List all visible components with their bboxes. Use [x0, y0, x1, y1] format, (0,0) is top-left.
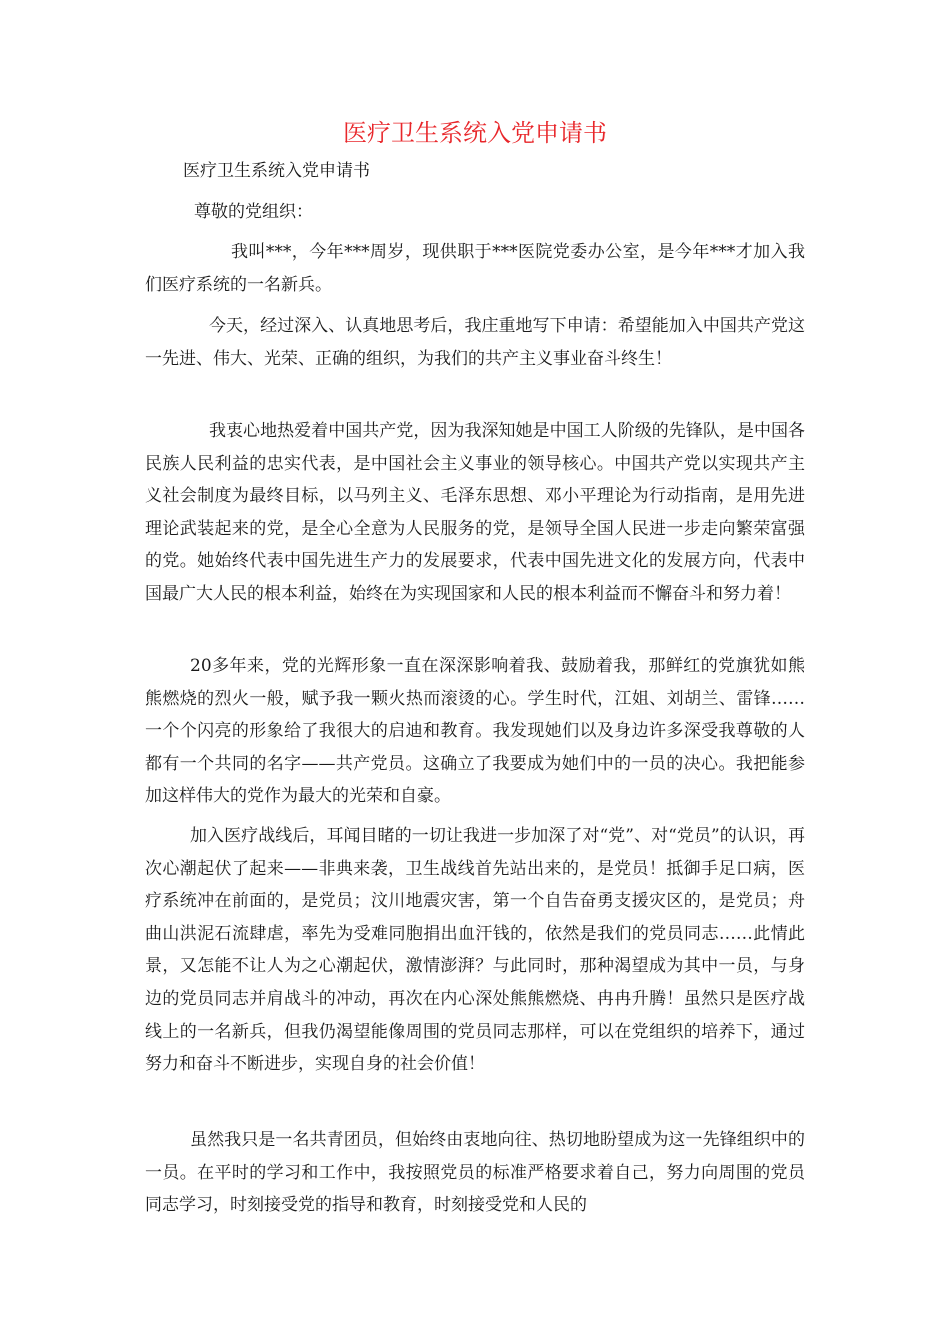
- paragraph-5: 加入医疗战线后，耳闻目睹的一切让我进一步加深了对“党”、对“党员”的认识，再次心潮起伏了起来——非典来袭，卫生战线首先站出来的，是党员！抵御手足口病，医疗系统冲在前面的，是党员；汶川地震灾害，第一个自告奋勇支援灾区的，是党员；舟曲山洪泥石流肆虐，率先为受难同胞捐出血汗钱的，依然是我们的党员同志……此情此景，又怎能不让人为之心潮起伏，激情澎湃？与此同时，那种渴望成为其中一员，与身边的党员同志并肩战斗的冲动，再次在内心深处熊熊燃烧、冉冉升腾！虽然只是医疗战线上的一名新兵，但我仍渴望能像周围的党员同志那样，可以在党组织的培养下，通过努力和奋斗不断进步，实现自身的社会价值！: [145, 826, 805, 1075]
- document-title: 医疗卫生系统入党申请书: [343, 119, 607, 147]
- paragraph-6: 虽然我只是一名共青团员，但始终由衷地向往、热切地盼望成为这一先锋组织中的一员。在平时的学习和工作中，我按照党员的标准严格要求着自己，努力向周围的党员同志学习，时刻接受党的指导和教育，时刻接受党和人民的: [145, 1130, 805, 1216]
- salutation: 尊敬的党组织：: [194, 202, 313, 222]
- paragraph-1: 我叫***，今年***周岁，现供职于***医院党委办公室，是今年***才加入我们医疗系统的一名新兵。: [145, 242, 805, 295]
- paragraph-3: 我衷心地热爱着中国共产党，因为我深知她是中国工人阶级的先锋队，是中国各民族人民利益的忠实代表，是中国社会主义事业的领导核心。中国共产党以实现共产主义社会制度为最终目标，以马列主义、毛泽东思想、邓小平理论为行动指南，是用先进理论武装起来的党，是全心全意为人民服务的党，是领导全国人民进一步走向繁荣富强的党。她始终代表中国先进生产力的发展要求，代表中国先进文化的发展方向，代表中国最广大人民的根本利益，始终在为实现国家和人民的根本利益而不懈奋斗和努力着！: [145, 421, 805, 604]
- paragraph-2: 今天，经过深入、认真地思考后，我庄重地写下申请：希望能加入中国共产党这一先进、伟大、光荣、正确的组织，为我们的共产主义事业奋斗终生！: [145, 316, 805, 369]
- document-subtitle: 医疗卫生系统入党申请书: [183, 161, 370, 181]
- paragraph-4: 20多年来，党的光辉形象一直在深深影响着我、鼓励着我，那鲜红的党旗犹如熊熊燃烧的烈火一般，赋予我一颗火热而滚烫的心。学生时代，江姐、刘胡兰、雷锋……一个个闪亮的形象给了我很大的启迪和教育。我发现她们以及身边许多深受我尊敬的人都有一个共同的名字——共产党员。这确立了我要成为她们中的一员的决心。我把能参加这样伟大的党作为最大的光荣和自豪。: [145, 656, 805, 807]
